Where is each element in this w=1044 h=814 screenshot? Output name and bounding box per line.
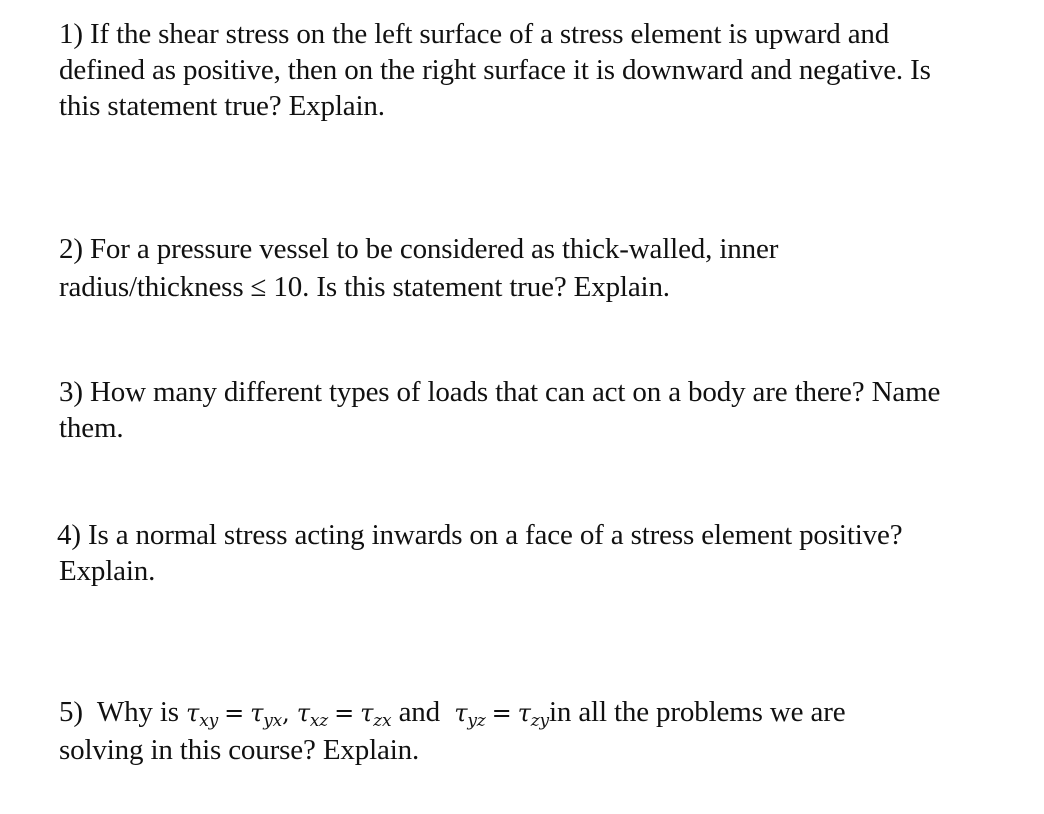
question-5-line-1 (59, 694, 845, 732)
question-1-line-1: 1) If the shear stress on the left surface of a stress element is upward and (59, 18, 890, 50)
question-3-line-1: 3) How many different types of loads that can act on a body are there? Name (59, 376, 941, 408)
question-3-line-2: them. (59, 412, 124, 444)
question-5 (59, 694, 845, 769)
question-5-why: Why is (96, 696, 179, 728)
question-2 (59, 230, 778, 306)
question-4 (57, 517, 902, 589)
question-5-and: and (398, 696, 440, 728)
equation-txz-tzx: $\tau_{xz} = \tau_{zx}$ (296, 699, 392, 731)
question-5-line-2: solving in this course? Explain. (59, 734, 420, 766)
question-5-line-1-tail: in all the problems we are (548, 696, 846, 728)
equation-txy-tyx: $\tau_{xy} = \tau_{yx}$, (186, 699, 290, 731)
equation-tyz-tzy: $\tau_{yz} = \tau_{zy}$ (454, 699, 549, 731)
question-2-line-1: 2) For a pressure vessel to be considered as thick-walled, inner (59, 233, 779, 265)
question-3 (59, 374, 940, 446)
question-1 (59, 16, 931, 124)
question-2-line-2: radius/thickness ≤ 10. Is this statement true? Explain. (59, 271, 670, 303)
question-5-number: 5) (59, 696, 83, 728)
question-4-line-2: Explain. (59, 555, 156, 587)
question-1-line-3: this statement true? Explain. (59, 90, 385, 122)
question-4-line-1: 4) Is a normal stress acting inwards on a face of a stress element positive? (57, 519, 903, 551)
question-1-line-2: defined as positive, then on the right surface it is downward and negative. Is (59, 54, 931, 86)
